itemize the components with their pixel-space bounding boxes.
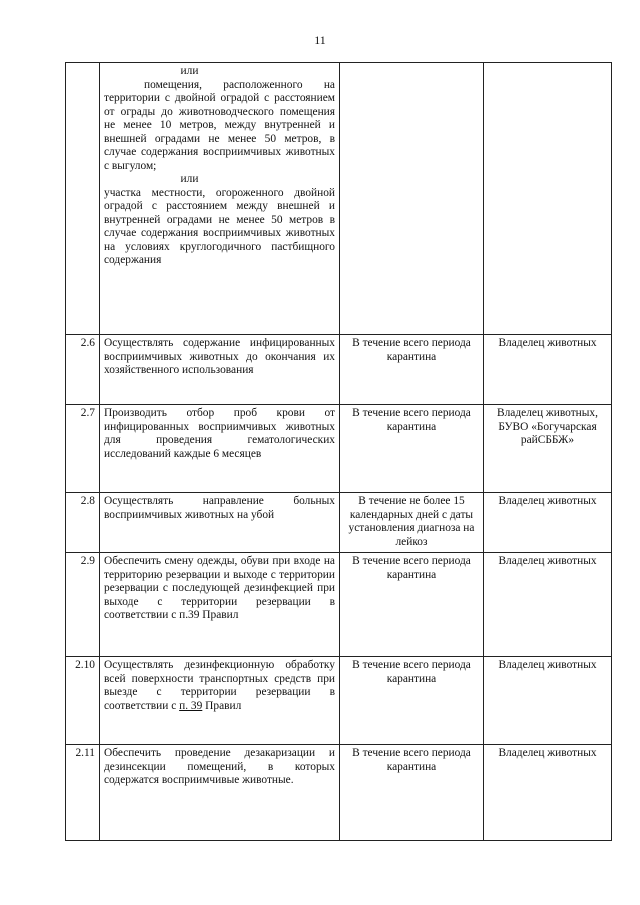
table-row-continuation [66, 63, 612, 335]
table-row [66, 405, 612, 493]
cell-term: В течение всего периода карантина [340, 657, 484, 745]
cell-responsible: Владелец животных, БУВО «Богучарская райСББЖ» [484, 405, 612, 493]
text-premises: помещения, расположенного на территории с двойной оградой с расстоянием от ограды до животноводческого помещения не менее 10 метров, между внутренней и внешней оградами не менее 50 метров, в случае содержания восприимчивых животных с выгулом; [104, 78, 335, 172]
action-text: Обеспечить смену одежды, обуви при входе на территорию резервации и выходе с территории резервации с последующей дезинфекцией при выходе с территории резервации в соответствии с п.39 Правил [104, 555, 335, 621]
cell-number [66, 63, 100, 335]
text-or-2: или [180, 173, 199, 185]
table-row [66, 335, 612, 405]
action-text: Обеспечить проведение дезакаризации и дезинсекции помещений, в которых содержатся восприимчивые животные. [104, 747, 335, 786]
page-number: 11 [314, 33, 326, 47]
cell-action [100, 335, 340, 405]
cell-action [100, 745, 340, 841]
cell-term [340, 63, 484, 335]
action-text: Осуществлять содержание инфицированных восприимчивых животных до окончания их хозяйственного использования [104, 337, 335, 376]
cell-action [100, 405, 340, 493]
cell-term: В течение не более 15 календарных дней с даты установления диагноза на лейкоз [340, 493, 484, 553]
rule-reference-link[interactable]: п. 39 [179, 699, 203, 712]
cell-number: 2.11 [66, 745, 100, 841]
action-text: Осуществлять дезинфекционную обработку всей поверхности транспортных средств при выезде с территории резервации в соответствии с [104, 659, 335, 712]
cell-number: 2.7 [66, 405, 100, 493]
cell-action [100, 553, 340, 657]
table-row [66, 553, 612, 657]
cell-term: В течение всего периода карантина [340, 335, 484, 405]
table-row [66, 657, 612, 745]
cell-term: В течение всего периода карантина [340, 745, 484, 841]
cell-responsible: Владелец животных [484, 745, 612, 841]
cell-term: В течение всего периода карантина [340, 553, 484, 657]
cell-responsible [484, 63, 612, 335]
cell-responsible: Владелец животных [484, 553, 612, 657]
action-text: Производить отбор проб крови от инфицированных восприимчивых животных для проведения гематологических исследований каждые 6 месяцев [104, 407, 335, 460]
cell-action [100, 493, 340, 553]
text-land-plot: участка местности, огороженного двойной оградой с расстоянием между внешней и внутренней оградами не менее 50 метров в случае содержания восприимчивых животных на условиях круглогодичного пастбищного содержания [104, 186, 335, 266]
cell-responsible: Владелец животных [484, 493, 612, 553]
measures-table [65, 62, 612, 841]
cell-number: 2.9 [66, 553, 100, 657]
action-text-tail: Правил [202, 699, 242, 712]
cell-number: 2.8 [66, 493, 100, 553]
table-row [66, 493, 612, 553]
action-text: Осуществлять направление больных восприимчивых животных на убой [104, 495, 335, 521]
cell-action [100, 63, 340, 335]
cell-number: 2.6 [66, 335, 100, 405]
text-or-1: или [180, 65, 199, 77]
cell-action [100, 657, 340, 745]
cell-number: 2.10 [66, 657, 100, 745]
cell-term: В течение всего периода карантина [340, 405, 484, 493]
cell-responsible: Владелец животных [484, 335, 612, 405]
cell-responsible: Владелец животных [484, 657, 612, 745]
table-row [66, 745, 612, 841]
